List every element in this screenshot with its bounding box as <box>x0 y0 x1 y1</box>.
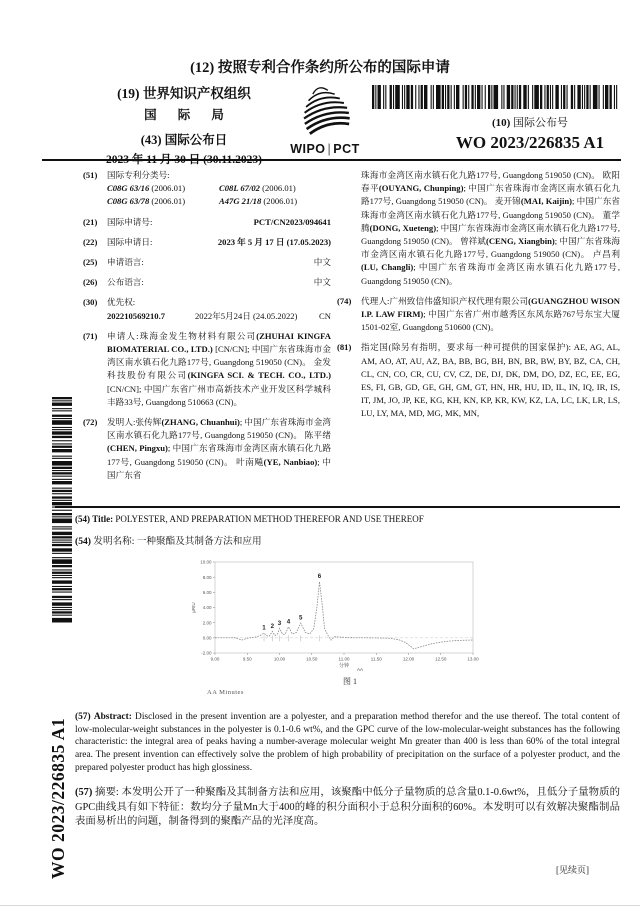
sidebar-barcode <box>52 397 72 623</box>
organization-name: (19) 世界知识产权组织 <box>117 86 251 101</box>
svg-text:8.00: 8.00 <box>202 574 212 580</box>
priority-row <box>107 310 331 323</box>
svg-text:-2.00: -2.00 <box>201 650 212 656</box>
svg-text:1: 1 <box>262 624 266 632</box>
field-agent: (74) 代理人:广州致信伟盛知识产权代理有限公司(GUANGZHOU WISON I.P. LAW FIRM); 中国广东省广州市越秀区东风东路767号东宝大厦1501-02室, Guangdong 510600 (CN)。 <box>337 295 620 335</box>
continuation-note: [见续页] <box>556 865 589 875</box>
international-bureau-label: 国 际 局 <box>144 108 233 122</box>
svg-text:13.00: 13.00 <box>467 656 479 662</box>
svg-text:2.00: 2.00 <box>202 620 212 626</box>
field-filing-date: (22) 国际申请日: 2023 年 5 月 17 日 (17.05.2023) <box>83 236 331 249</box>
publication-language: 中文 <box>313 277 331 288</box>
svg-text:12.50: 12.50 <box>435 656 447 662</box>
svg-text:12.00: 12.00 <box>402 656 415 662</box>
priority-number: 202210569210.7 <box>107 310 166 321</box>
publication-date-label: (43) 国际公布日 <box>140 133 228 147</box>
barcode <box>372 85 618 109</box>
abstract-zh-text: 本发明公开了一种聚酯及其制备方法和应用，该聚酯中低分子量物质的总含量0.1-0.6wt%，且低分子量物质的GPC曲线具有如下特征：数均分子量Mn大于400的峰的积分面积小于总积分面积的60%。本发明可以有效解决聚酯制品表面易析出的问题，制备得到的聚酯产品的光泽度高。 <box>75 787 621 828</box>
svg-text:10.50: 10.50 <box>306 656 318 662</box>
filing-date: 2023 年 5 月 17 日 (17.05.2023) <box>217 236 331 247</box>
ipc-row: C08G 63/16 (2006.01) C08L 67/02 (2006.01) <box>107 183 296 194</box>
sidebar-publication-number: WO 2023/226835 A1 <box>48 717 68 879</box>
invention-title-en: POLYESTER, AND PREPARATION METHOD THEREFOR AND USE THEREOF <box>115 514 424 524</box>
publication-type-heading <box>0 56 640 77</box>
svg-text:6: 6 <box>317 573 322 581</box>
priority-label: 优先权: <box>107 297 136 308</box>
designated-states-text: 指定国(除另有指明，要求每一种可提供的国家保护): AE, AG, AL, AM, AO, AT, AU, AZ, BA, BB, BG, BH, BN, BR, BW, BY, BZ, CA, CH, CL, CN, CO, CR, CU, CV, CZ, DE, DJ, DK, DM, DO, DZ, EC, EE, EG, ES, FI, GB, GD, GE, GH, GM, GT, HN, HR, HU, ID, IL, IN, IQ, IR, IS, IT, JM, JO, JP, KE, KG, KH, KN, KP, KR, KW, KZ, LA, LC, LK, LR, LS, LU, LY, MA, MD, MG, MK, MN, <box>361 342 620 419</box>
field-inventors: (72) 发明人:张传辉(ZHANG, Chuanhui); 中国广东省珠海市金湾区南水镇石化九路177号, Guangdong 519050 (CN)。 陈平绪(CHEN, Pingxu); 中国广东省珠海市金湾区南水镇石化九路177号, Guangdong 519050 (CN)。 叶南飚(YE, Nanbiao); 中国广东省 <box>83 416 331 482</box>
figure-caption: 图 1 <box>343 677 357 686</box>
priority-date: 2022年5月24日 (24.05.2022) <box>195 310 298 321</box>
field-application-number: (21) 国际申请号: PCT/CN2023/094641 <box>83 216 331 229</box>
publication-number-label: (10) 国际公布号 <box>491 117 569 129</box>
figure-axis-note: AA Minutes <box>207 689 244 696</box>
title-chinese: (54) 发明名称: 一种聚酯及其制备方法和应用 <box>75 536 262 547</box>
logo-separator: | <box>327 142 332 156</box>
svg-text:4.00: 4.00 <box>202 605 212 611</box>
abstract-chinese: (57) 摘要: 本发明公开了一种聚酯及其制备方法和应用，该聚酯中低分子量物质的总含量0.1-0.6wt%，且低分子量物质的GPC曲线具有如下特征：数均分子量Mn大于400的峰的积分面积小于总积分面积的60%。本发明可以有效解决聚酯制品表面易析出的问题，制备得到的聚酯产品的光泽度高。 <box>75 787 621 828</box>
field-filing-language: (25) 申请语言: 中文 <box>83 256 331 269</box>
svg-text:9.00: 9.00 <box>210 656 220 662</box>
invention-title-zh: 一种聚酯及其制备方法和应用 <box>136 536 262 547</box>
wipo-pct-wordmark: WIPO | PCT <box>290 142 360 156</box>
title-english: (54) Title: POLYESTER, AND PREPARATION METHOD THEREFOR AND USE THEREOF <box>75 514 424 524</box>
wipo-globe-icon <box>296 82 354 136</box>
header-divider <box>42 159 621 161</box>
svg-text:分钟: 分钟 <box>338 664 350 669</box>
agent-text: 代理人:广州致信伟盛知识产权代理有限公司(GUANGZHOU WISON I.P. LAW FIRM); 中国广东省广州市越秀区东风东路767号东宝大厦1501-02室, Guangdong 510600 (CN)。 <box>361 295 621 333</box>
filing-language: 中文 <box>313 257 331 268</box>
application-number: PCT/CN2023/094641 <box>253 216 331 227</box>
svg-text:11.50: 11.50 <box>370 656 382 662</box>
bibliographic-right-column <box>337 169 620 428</box>
svg-text:5: 5 <box>299 614 303 622</box>
svg-text:4: 4 <box>286 618 291 626</box>
publication-type-text: 按照专利合作条约所公布的国际申请 <box>217 60 450 76</box>
svg-text:10.00: 10.00 <box>273 656 286 662</box>
field-priority: (30) 优先权: 202210569210.7 2022年5月24日 (24.05.2022) CN <box>83 296 331 322</box>
ipc-row: C08G 63/78 (2006.01) A47G 21/18 (2006.01) <box>107 196 298 207</box>
svg-text:2: 2 <box>270 622 275 630</box>
gpc-curve-chart <box>185 556 485 680</box>
svg-text:AA: AA <box>357 667 364 672</box>
publication-number-block <box>438 114 622 153</box>
publication-number: WO 2023/226835 A1 <box>455 133 605 152</box>
field-applicants: (71) 申请人:珠海金发生物材料有限公司(ZHUHAI KINGFA BIOMATERIAL CO., LTD.) [CN/CN]; 中国广东省珠海市金湾区南水镇石化九路177号, Guangdong 519050 (CN)。 金发科技股份有限公司(KINGFA SCI. & TECH. CO., LTD.) [CN/CN]; 中国广东省广州市高新技术产业开发区科学城科丰路33号, Guangdong 510663 (CN)。 <box>83 330 331 409</box>
field-designated-states: (81) 指定国(除另有指明，要求每一种可提供的国家保护): AE, AG, AL, AM, AO, AT, AU, AZ, BA, BB, BG, BH, BN, BR, BW, BY, BZ, CA, CH, CL, CN, CO, CR, CU, CV, CZ, DE, DJ, DK, DM, DO, DZ, EC, EE, EG, ES, FI, GB, GD, GE, GH, GM, GT, HN, HR, HU, ID, IL, IN, IQ, IR, IS, IT, JM, JO, JP, KE, KG, KH, KN, KP, KR, KW, KZ, LA, LC, LK, LR, LS, LU, LY, MA, MD, MG, MK, MN, <box>337 341 620 420</box>
field-code-12: (12) <box>190 60 215 76</box>
inventors-text: 发明人:张传辉(ZHANG, Chuanhui); 中国广东省珠海市金湾区南水镇石化九路177号, Guangdong 519050 (CN)。 陈平绪(CHEN, Pingxu); 中国广东省珠海市金湾区南水镇石化九路177号, Guangdong 519050 (CN)。 叶南飚(YE, Nanbiao); 中国广东省 <box>107 417 331 480</box>
svg-text:0.00: 0.00 <box>202 635 212 641</box>
svg-text:6.00: 6.00 <box>202 589 212 595</box>
svg-text:11.00: 11.00 <box>338 656 350 662</box>
inventors-continuation: 珠海市金湾区南水镇石化九路177号, Guangdong 519050 (CN)。 欧阳春平(OUYANG, Chunping); 中国广东省珠海市金湾区南水镇石化九路177号, Guangdong 519050 (CN)。 麦开锦(MAI, Kaijin); 中国广东省珠海市金湾区南水镇石化九路177号, Guangdong 519050 (CN)。 董学腾(DONG, Xueteng); 中国广东省珠海市金湾区南水镇石化九路177号, Guangdong 519050 (CN)。 曾祥斌(CENG, Xiangbin); 中国广东省珠海市金湾区南水镇石化九路177号, Guangdong 519050 (CN)。 卢昌利(LU, Changli); 中国广东省珠海市金湾区南水镇石化九路177号, Guangdong 519050 (CN)。 <box>361 170 620 286</box>
abstract-en-text: Disclosed in the present invention are a polyester, and a preparation method therefor and the use thereof. The total content of low-molecular-weight substances in the polyester is 0.1-0.6 wt%, and the GPC curve of the low-molecular-weight substances has the following characteristic: the integral area of peaks having a number-average molecular weight Mn greater than 400 is less than 60% of the total integral area. The present invention can effectively solve the problem of high probability of precipitation on the surface of a polyester product, and the prepared polyester product has high glossiness. <box>75 712 621 773</box>
issuing-organization-block <box>58 82 310 167</box>
svg-text:μRIU: μRIU <box>191 602 196 613</box>
title-section-divider <box>55 506 620 508</box>
bibliographic-left-column <box>83 169 331 489</box>
figure-1 <box>185 556 485 701</box>
applicants-text: 申请人:珠海金发生物材料有限公司(ZHUHAI KINGFA BIOMATERIAL CO., LTD.) [CN/CN]; 中国广东省珠海市金湾区南水镇石化九路177号, Guangdong 519050 (CN)。 金发科技股份有限公司(KINGFA SCI. & TECH. CO., LTD.) [CN/CN]; 中国广东省广州市高新技术产业开发区科学城科丰路33号, Guangdong 510663 (CN)。 <box>107 330 331 407</box>
wipo-logo <box>286 82 364 156</box>
svg-text:10.00: 10.00 <box>200 559 212 565</box>
abstract-english: (57) Abstract: Disclosed in the present invention are a polyester, and a preparation method therefor and the use thereof. The total content of low-molecular-weight substances in the polyester is 0.1-0.6 wt%, and the GPC curve of the low-molecular-weight substances has the following characteristic: the integral area of peaks having a number-average molecular weight Mn greater than 400 is less than 60% of the total integral area. The present invention can effectively solve the problem of high probability of precipitation on the surface of a polyester product, and the prepared polyester product has high glossiness. <box>75 712 621 773</box>
field-ipc: (51) 国际专利分类号: C08G 63/16 (2006.01) C08L 67/02 (2006.01) C08G 63/78 (2006.01) A47G 21/18 (2006.01) <box>83 169 331 209</box>
svg-text:9.50: 9.50 <box>242 656 252 662</box>
svg-text:3: 3 <box>277 619 282 627</box>
priority-country: CN <box>319 310 331 321</box>
ipc-label: 国际专利分类号: <box>107 170 170 180</box>
field-publication-language: (26) 公布语言: 中文 <box>83 276 331 289</box>
